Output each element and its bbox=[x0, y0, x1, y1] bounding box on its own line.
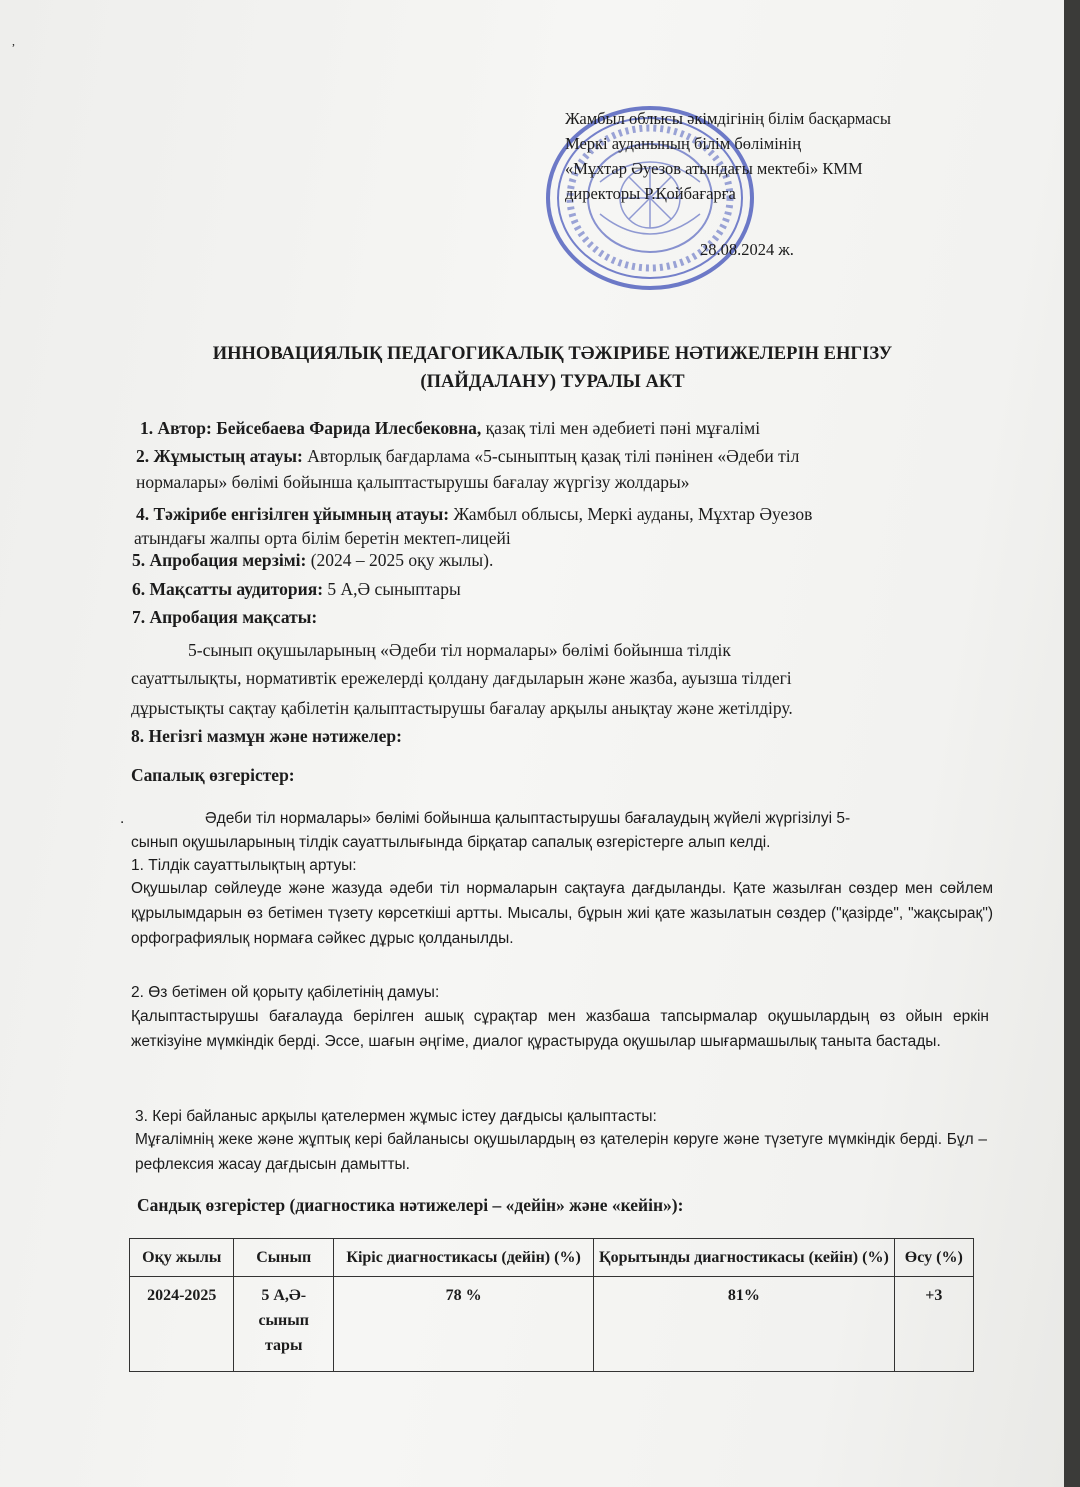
cell-year: 2024-2025 bbox=[130, 1277, 234, 1372]
col-after: Қорытынды диагностикасы (кейін) (%) bbox=[594, 1239, 894, 1277]
point-3-text: Мұғалімнің жеке және жұптық кері байланысы оқушылардың өз қателерін көруге және түзетуге мүмкіндік берді. Бұл – рефлексия жасау дағдысын дамытты. bbox=[135, 1131, 987, 1173]
audience-label: 6. Мақсатты аудитория: bbox=[132, 579, 324, 599]
goal-text-3: дұрыстықты сақтау қабілетін қалыптастырушы бағалау арқылы анықтау және жетілдіру. bbox=[131, 698, 793, 718]
item-goal bbox=[132, 607, 317, 628]
item-audience bbox=[132, 579, 461, 600]
org-label: 4. Тәжірибе енгізілген ұйымның атауы: bbox=[136, 504, 450, 524]
quantitative-heading: Сандық өзгерістер (диагностика нәтижелері – «дейін» және «кейін»): bbox=[137, 1195, 684, 1215]
corner-mark: , bbox=[12, 34, 15, 48]
intro-dot: . bbox=[120, 810, 125, 827]
work-label: 2. Жұмыстың атауы: bbox=[136, 446, 303, 466]
period-label: 5. Апробация мерзімі: bbox=[132, 550, 307, 570]
document-title bbox=[130, 340, 975, 396]
approval-line-4: директоры Р.Қойбағарға bbox=[565, 184, 736, 203]
approval-line-3: «Мұхтар Әуезов атындағы мектебі» КММ bbox=[565, 159, 863, 178]
audience-text: 5 А,Ә сыныптары bbox=[323, 579, 461, 599]
title-line-2: (ПАЙДАЛАНУ) ТУРАЛЫ АКТ bbox=[420, 372, 685, 392]
period-text: (2024 – 2025 оқу жылы). bbox=[306, 550, 494, 570]
diagnostics-table bbox=[129, 1238, 974, 1372]
col-year: Оқу жылы bbox=[130, 1239, 234, 1277]
qualitative-intro-1: Әдеби тіл нормалары» бөлімі бойынша қалыптастырушы бағалаудың жүйелі жүргізілуі 5- bbox=[205, 810, 851, 827]
point-1-text: Оқушылар сөйлеуде және жазуда әдеби тіл нормаларын сақтауға дағдыланды. Қате жазылған сөздер мен сөйлем құрылымдарын өз бетімен түзету көрсеткіші артты. Мысалы, бұрын жиі қате жазылатын сөздер ("қазірде", "жақсырақ") орфографиялық нормаға сәйкес дұрыс қолданылды. bbox=[131, 880, 993, 947]
col-before: Кіріс диагностикасы (дейін) (%) bbox=[333, 1239, 593, 1277]
table-row bbox=[130, 1277, 974, 1372]
cell-class: 5 А,Ә-сынып тары bbox=[234, 1277, 333, 1372]
content-label: 8. Негізгі мазмұн және нәтижелер: bbox=[131, 726, 402, 746]
col-class: Сынып bbox=[234, 1239, 333, 1277]
table-header-row bbox=[130, 1239, 974, 1277]
point-2-text: Қалыптастырушы бағалауда берілген ашық сұрақтар мен жазбаша тапсырмалар оқушылардың өз ойын еркін жеткізуіне мүмкіндік берді. Эссе, шағын әңгіме, диалог құрастыруда оқушылар шығармашылық таныта бастады. bbox=[131, 1008, 989, 1050]
point-2-heading: 2. Өз бетімен ой қорыту қабілетінің дамуы: bbox=[131, 984, 440, 1001]
qualitative-heading: Сапалық өзгерістер: bbox=[131, 765, 295, 785]
approval-date: 28.08.2024 ж. bbox=[700, 240, 794, 259]
approval-line-1: Жамбыл облысы әкімдігінің білім басқармасы bbox=[565, 109, 891, 128]
item-author bbox=[140, 418, 760, 439]
cell-after: 81% bbox=[594, 1277, 894, 1372]
approval-line-2: Меркі ауданының білім бөлімінің bbox=[565, 134, 802, 153]
title-line-1: ИННОВАЦИЯЛЫҚ ПЕДАГОГИКАЛЫҚ ТӘЖІРИБЕ НӘТИЖЕЛЕРІН ЕНГІЗУ bbox=[212, 344, 893, 364]
point-1-heading: 1. Тілдік сауаттылықтың артуы: bbox=[131, 857, 357, 874]
item-period bbox=[132, 550, 493, 571]
author-label: 1. Автор: Бейсебаева Фарида Илесбековна, bbox=[140, 418, 482, 438]
cell-before: 78 % bbox=[333, 1277, 593, 1372]
author-text: қазақ тілі мен әдебиеті пәні мұғалімі bbox=[481, 418, 761, 438]
goal-text-2: сауаттылықты, нормативтік ережелерді қолдану дағдыларын және жазба, ауызша тілдегі bbox=[131, 668, 792, 688]
col-growth: Өсу (%) bbox=[894, 1239, 973, 1277]
item-org-cont: атындағы жалпы орта білім беретін мектеп-лицейі bbox=[134, 528, 511, 548]
approval-block bbox=[565, 106, 995, 262]
qualitative-intro-2: сынып оқушыларының тілдік сауаттылығында бірқатар сапалық өзгерістерге алып келді. bbox=[131, 834, 771, 851]
org-text: Жамбыл облысы, Меркі ауданы, Мұхтар Әуезов bbox=[449, 504, 813, 524]
item-work-cont: нормалары» бөлімі бойынша қалыптастырушы бағалау жүргізу жолдары» bbox=[136, 472, 690, 492]
background-edge bbox=[1064, 0, 1080, 1487]
goal-label: 7. Апробация мақсаты: bbox=[132, 607, 318, 627]
point-3-heading: 3. Кері байланыс арқылы қателермен жұмыс істеу дағдысы қалыптасты: bbox=[135, 1108, 657, 1125]
cell-growth: +3 bbox=[894, 1277, 973, 1372]
work-text: Авторлық бағдарлама «5-сыныптың қазақ тілі пәнінен «Әдеби тіл bbox=[302, 446, 800, 466]
goal-text-1: 5-сынып оқушыларының «Әдеби тіл нормалары» бөлімі бойынша тілдік bbox=[188, 640, 731, 660]
item-work bbox=[136, 446, 799, 467]
item-content bbox=[131, 726, 402, 747]
item-org bbox=[136, 504, 812, 525]
